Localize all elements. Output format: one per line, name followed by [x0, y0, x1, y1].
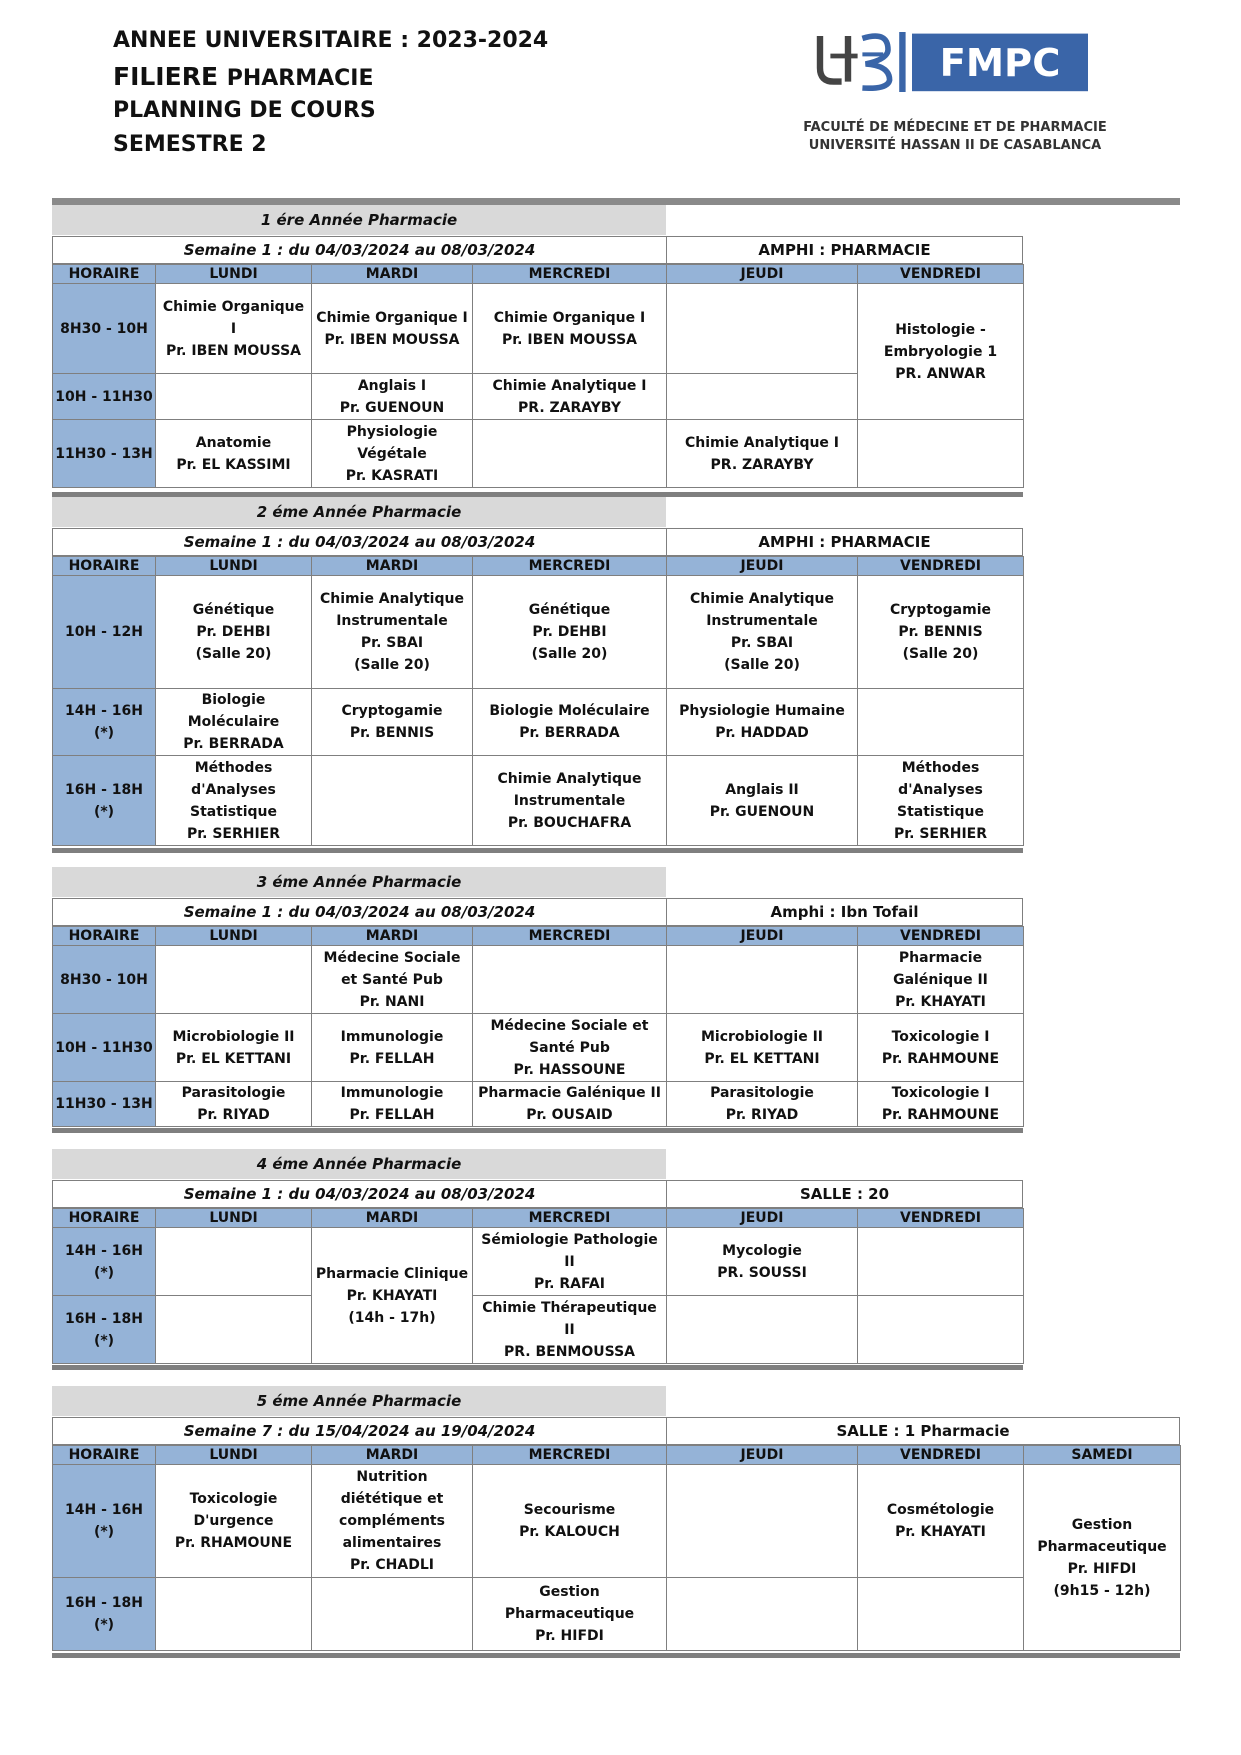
course-cell: Microbiologie II Pr. EL KETTANI	[156, 1014, 312, 1082]
col-vendredi: VENDREDI	[858, 927, 1024, 946]
logo-subtitle-faculty: FACULTÉ DE MÉDECINE ET DE PHARMACIE	[803, 120, 1107, 135]
col-mardi: MARDI	[312, 1446, 473, 1465]
course-cell: Méthodes d'Analyses Statistique Pr. SERHIER	[858, 756, 1024, 846]
section-divider	[52, 1128, 1023, 1133]
course-cell: Médecine Sociale et Santé Pub Pr. NANI	[312, 946, 473, 1014]
empty-cell	[312, 1578, 473, 1651]
logo-text: FMPC	[939, 41, 1061, 86]
logo-subtitle-university: UNIVERSITÉ HASSAN II DE CASABLANCA	[808, 138, 1102, 153]
col-vendredi: VENDREDI	[858, 265, 1024, 284]
empty-cell	[667, 284, 858, 374]
course-cell: Physiologie Humaine Pr. HADDAD	[667, 689, 858, 756]
section-title: 1 ére Année Pharmacie	[52, 205, 666, 235]
col-lundi: LUNDI	[156, 1446, 312, 1465]
empty-cell	[858, 420, 1024, 488]
week-label: Semaine 7 : du 15/04/2024 au 19/04/2024	[52, 1417, 667, 1445]
col-horaire: HORAIRE	[53, 927, 156, 946]
course-cell: Biologie Moléculaire Pr. BERRADA	[156, 689, 312, 756]
course-cell: Biologie Moléculaire Pr. BERRADA	[473, 689, 667, 756]
course-cell: Nutrition diététique et compléments alimentaires Pr. CHADLI	[312, 1465, 473, 1578]
course-cell: Parasitologie Pr. RIYAD	[156, 1082, 312, 1127]
time-slot: 10H - 12H	[53, 576, 156, 689]
col-lundi: LUNDI	[156, 557, 312, 576]
col-mardi: MARDI	[312, 557, 473, 576]
course-cell: Cryptogamie Pr. BENNIS (Salle 20)	[858, 576, 1024, 689]
empty-cell	[667, 1296, 858, 1364]
col-horaire: HORAIRE	[53, 557, 156, 576]
course-cell: Pharmacie Clinique Pr. KHAYATI (14h - 17h)	[312, 1228, 473, 1364]
empty-cell	[156, 1296, 312, 1364]
section-title: 3 éme Année Pharmacie	[52, 867, 666, 897]
col-horaire: HORAIRE	[53, 1446, 156, 1465]
empty-cell	[156, 1578, 312, 1651]
time-slot: 11H30 - 13H	[53, 1082, 156, 1127]
col-mercredi: MERCREDI	[473, 1209, 667, 1228]
course-cell: Cryptogamie Pr. BENNIS	[312, 689, 473, 756]
course-cell: Pharmacie Galénique II Pr. OUSAID	[473, 1082, 667, 1127]
course-cell: Chimie Analytique Instrumentale Pr. BOUCHAFRA	[473, 756, 667, 846]
course-cell: Génétique Pr. DEHBI (Salle 20)	[473, 576, 667, 689]
fmpc-logo	[780, 32, 1140, 112]
venue-label: Amphi : Ibn Tofail	[666, 898, 1023, 926]
course-cell: Anglais II Pr. GUENOUN	[667, 756, 858, 846]
empty-cell	[156, 374, 312, 420]
course-cell: Gestion Pharmaceutique Pr. HIFDI (9h15 - 12h)	[1024, 1465, 1181, 1651]
col-samedi: SAMEDI	[1024, 1446, 1181, 1465]
col-lundi: LUNDI	[156, 265, 312, 284]
col-jeudi: JEUDI	[667, 1446, 858, 1465]
col-mardi: MARDI	[312, 265, 473, 284]
week-label: Semaine 1 : du 04/03/2024 au 08/03/2024	[52, 236, 667, 264]
course-cell: Chimie Analytique I PR. ZARAYBY	[473, 374, 667, 420]
schedule-table	[52, 556, 1024, 846]
empty-cell	[473, 946, 667, 1014]
col-mercredi: MERCREDI	[473, 1446, 667, 1465]
week-label: Semaine 1 : du 04/03/2024 au 08/03/2024	[52, 898, 667, 926]
time-slot: 10H - 11H30	[53, 374, 156, 420]
program-label: FILIERE	[113, 62, 227, 91]
program-name: PHARMACIE	[226, 66, 374, 91]
col-vendredi: VENDREDI	[858, 1209, 1024, 1228]
col-lundi: LUNDI	[156, 927, 312, 946]
col-horaire: HORAIRE	[53, 265, 156, 284]
time-slot: 14H - 16H (*)	[53, 1228, 156, 1296]
empty-cell	[667, 1578, 858, 1651]
section-title: 2 éme Année Pharmacie	[52, 497, 666, 527]
col-mercredi: MERCREDI	[473, 557, 667, 576]
course-cell: Méthodes d'Analyses Statistique Pr. SERHIER	[156, 756, 312, 846]
course-cell: Chimie Analytique I PR. ZARAYBY	[667, 420, 858, 488]
venue-label: AMPHI : PHARMACIE	[666, 528, 1023, 556]
course-cell: Chimie Thérapeutique II PR. BENMOUSSA	[473, 1296, 667, 1364]
time-slot: 10H - 11H30	[53, 1014, 156, 1082]
empty-cell	[858, 1228, 1024, 1296]
empty-cell	[667, 374, 858, 420]
course-cell: Parasitologie Pr. RIYAD	[667, 1082, 858, 1127]
course-cell: Immunologie Pr. FELLAH	[312, 1014, 473, 1082]
empty-cell	[858, 689, 1024, 756]
time-slot: 16H - 18H (*)	[53, 1578, 156, 1651]
academic-year: ANNEE UNIVERSITAIRE : 2023-2024	[113, 28, 549, 53]
empty-cell	[312, 756, 473, 846]
course-cell: Pharmacie Galénique II Pr. KHAYATI	[858, 946, 1024, 1014]
section-divider	[52, 848, 1023, 853]
col-jeudi: JEUDI	[667, 927, 858, 946]
course-cell: Histologie - Embryologie 1 PR. ANWAR	[858, 284, 1024, 420]
course-cell: Mycologie PR. SOUSSI	[667, 1228, 858, 1296]
empty-cell	[156, 1228, 312, 1296]
course-cell: Chimie Analytique Instrumentale Pr. SBAI (Salle 20)	[667, 576, 858, 689]
schedule-table	[52, 1445, 1181, 1651]
course-cell: Chimie Organique I Pr. IBEN MOUSSA	[473, 284, 667, 374]
col-vendredi: VENDREDI	[858, 1446, 1024, 1465]
col-horaire: HORAIRE	[53, 1209, 156, 1228]
col-lundi: LUNDI	[156, 1209, 312, 1228]
course-cell: Toxicologie I Pr. RAHMOUNE	[858, 1082, 1024, 1127]
document-title: PLANNING DE COURS	[113, 98, 376, 123]
time-slot: 16H - 18H (*)	[53, 756, 156, 846]
schedule-table	[52, 926, 1024, 1127]
empty-cell	[473, 420, 667, 488]
schedule-table	[52, 264, 1024, 488]
program-title	[113, 64, 374, 90]
course-cell: Cosmétologie Pr. KHAYATI	[858, 1465, 1024, 1578]
empty-cell	[858, 1578, 1024, 1651]
time-slot: 8H30 - 10H	[53, 946, 156, 1014]
empty-cell	[858, 1296, 1024, 1364]
course-cell: Immunologie Pr. FELLAH	[312, 1082, 473, 1127]
empty-cell	[667, 946, 858, 1014]
course-cell: Physiologie Végétale Pr. KASRATI	[312, 420, 473, 488]
col-mercredi: MERCREDI	[473, 927, 667, 946]
course-cell: Sémiologie Pathologie II Pr. RAFAI	[473, 1228, 667, 1296]
schedule-table	[52, 1208, 1024, 1364]
section-divider	[52, 1365, 1023, 1370]
section-title: 5 éme Année Pharmacie	[52, 1386, 666, 1416]
top-divider	[52, 198, 1180, 205]
course-cell: Toxicologie I Pr. RAHMOUNE	[858, 1014, 1024, 1082]
venue-label: SALLE : 20	[666, 1180, 1023, 1208]
section-divider	[52, 1653, 1180, 1658]
col-vendredi: VENDREDI	[858, 557, 1024, 576]
venue-label: AMPHI : PHARMACIE	[666, 236, 1023, 264]
course-cell: Microbiologie II Pr. EL KETTANI	[667, 1014, 858, 1082]
empty-cell	[667, 1465, 858, 1578]
uh2c-emblem-icon	[820, 36, 890, 88]
section-title: 4 éme Année Pharmacie	[52, 1149, 666, 1179]
venue-label: SALLE : 1 Pharmacie	[666, 1417, 1180, 1445]
semester-label: SEMESTRE 2	[113, 132, 267, 157]
col-mercredi: MERCREDI	[473, 265, 667, 284]
time-slot: 11H30 - 13H	[53, 420, 156, 488]
course-cell: Chimie Organique I Pr. IBEN MOUSSA	[156, 284, 312, 374]
col-jeudi: JEUDI	[667, 557, 858, 576]
course-cell: Médecine Sociale et Santé Pub Pr. HASSOUNE	[473, 1014, 667, 1082]
week-label: Semaine 1 : du 04/03/2024 au 08/03/2024	[52, 1180, 667, 1208]
course-cell: Secourisme Pr. KALOUCH	[473, 1465, 667, 1578]
col-mardi: MARDI	[312, 927, 473, 946]
course-cell: Chimie Analytique Instrumentale Pr. SBAI (Salle 20)	[312, 576, 473, 689]
empty-cell	[156, 946, 312, 1014]
time-slot: 8H30 - 10H	[53, 284, 156, 374]
week-label: Semaine 1 : du 04/03/2024 au 08/03/2024	[52, 528, 667, 556]
course-cell: Toxicologie D'urgence Pr. RHAMOUNE	[156, 1465, 312, 1578]
time-slot: 14H - 16H (*)	[53, 689, 156, 756]
time-slot: 14H - 16H (*)	[53, 1465, 156, 1578]
course-cell: Anglais I Pr. GUENOUN	[312, 374, 473, 420]
course-cell: Chimie Organique I Pr. IBEN MOUSSA	[312, 284, 473, 374]
col-jeudi: JEUDI	[667, 1209, 858, 1228]
col-jeudi: JEUDI	[667, 265, 858, 284]
course-cell: Génétique Pr. DEHBI (Salle 20)	[156, 576, 312, 689]
time-slot: 16H - 18H (*)	[53, 1296, 156, 1364]
col-mardi: MARDI	[312, 1209, 473, 1228]
course-cell: Gestion Pharmaceutique Pr. HIFDI	[473, 1578, 667, 1651]
course-cell: Anatomie Pr. EL KASSIMI	[156, 420, 312, 488]
